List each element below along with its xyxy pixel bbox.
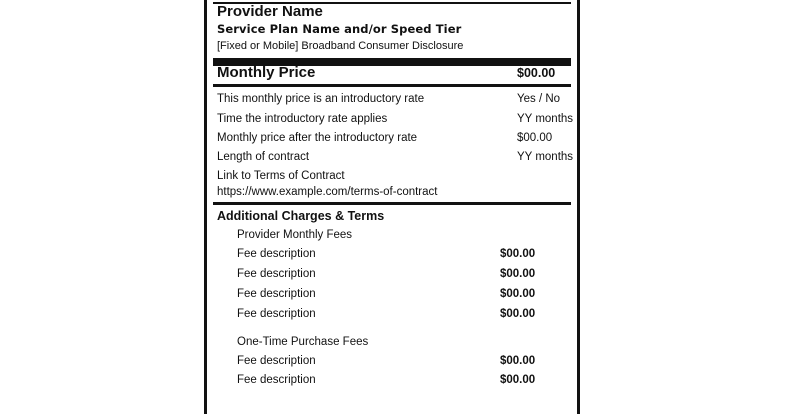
intro-rate-label: This monthly price is an introductory rate: [217, 93, 425, 105]
monthly-price-label: Monthly Price: [217, 64, 316, 81]
intro-period-value: YY months: [517, 113, 574, 125]
contract-length-label: Length of contract: [217, 151, 310, 163]
intro-rate-value: Yes / No: [517, 93, 561, 105]
terms-link[interactable]: https://www.example.com/terms-of-contract: [217, 186, 438, 198]
fee-amount: $00.00: [500, 268, 536, 280]
fee-description: Fee description: [237, 355, 316, 367]
fee-amount: $00.00: [500, 248, 536, 260]
fee-amount: $00.00: [500, 288, 536, 300]
fee-description: Fee description: [237, 374, 316, 386]
provider-name: Provider Name: [217, 3, 323, 20]
fee-description: Fee description: [237, 288, 316, 300]
one-time-fees-heading: One-Time Purchase Fees: [237, 336, 369, 348]
fee-amount: $00.00: [500, 355, 536, 367]
after-intro-price-label: Monthly price after the introductory rate: [217, 132, 418, 144]
intro-period-label: Time the introductory rate applies: [217, 113, 388, 125]
terms-rule: [213, 202, 571, 205]
terms-link-label: Link to Terms of Contract: [217, 170, 345, 182]
disclosure-type: [Fixed or Mobile] Broadband Consumer Disclosure: [217, 40, 464, 52]
fee-amount: $00.00: [500, 308, 536, 320]
fee-amount: $00.00: [500, 374, 536, 386]
after-intro-price-value: $00.00: [517, 132, 553, 144]
monthly-fees-heading: Provider Monthly Fees: [237, 229, 353, 241]
additional-charges-title: Additional Charges & Terms: [217, 209, 385, 223]
fee-description: Fee description: [237, 248, 316, 260]
broadband-label: [204, 0, 580, 414]
fee-description: Fee description: [237, 268, 316, 280]
contract-length-value: YY months: [517, 151, 574, 163]
plan-name: Service Plan Name and/or Speed Tier: [217, 22, 462, 36]
monthly-price-rule: [213, 84, 571, 87]
fee-description: Fee description: [237, 308, 316, 320]
monthly-price-value: $00.00: [517, 66, 556, 80]
